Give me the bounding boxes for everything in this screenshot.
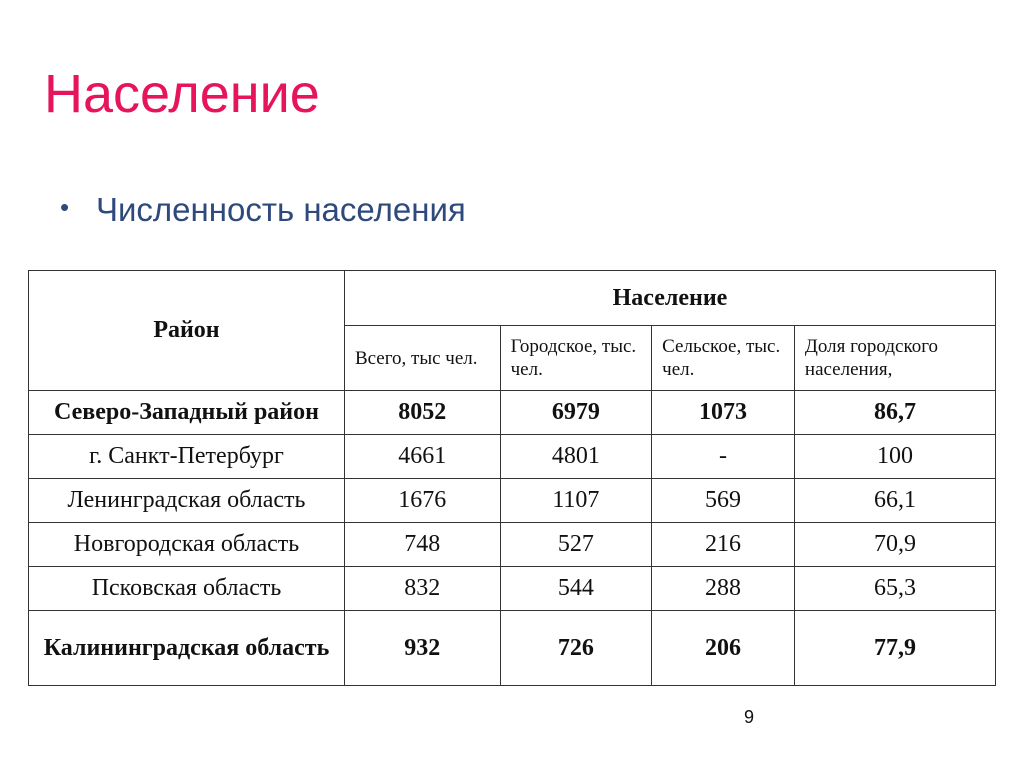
population-table xyxy=(28,270,996,686)
bullet-dot-icon: • xyxy=(60,192,70,222)
bullet-text: Численность населения xyxy=(96,191,466,228)
cell-urban-share: 100 xyxy=(794,435,995,479)
cell-urban: 527 xyxy=(500,523,652,567)
cell-region: Ленинградская область xyxy=(29,479,345,523)
cell-total: 832 xyxy=(344,567,500,611)
cell-rural: 216 xyxy=(652,523,795,567)
cell-region: Калининградская область xyxy=(29,611,345,686)
cell-urban: 544 xyxy=(500,567,652,611)
header-region: Район xyxy=(29,271,345,391)
slide-title: Население xyxy=(44,64,320,124)
cell-rural: 569 xyxy=(652,479,795,523)
cell-total: 4661 xyxy=(344,435,500,479)
cell-region: Новгородская область xyxy=(29,523,345,567)
cell-total: 932 xyxy=(344,611,500,686)
cell-total: 1676 xyxy=(344,479,500,523)
cell-urban-share: 66,1 xyxy=(794,479,995,523)
bullet-item xyxy=(60,190,466,230)
table-row xyxy=(29,523,996,567)
cell-region: Северо-Западный район xyxy=(29,391,345,435)
cell-urban: 4801 xyxy=(500,435,652,479)
table-header-row xyxy=(29,271,996,326)
cell-rural: 1073 xyxy=(652,391,795,435)
table-row xyxy=(29,479,996,523)
cell-urban: 726 xyxy=(500,611,652,686)
cell-total: 8052 xyxy=(344,391,500,435)
subheader-rural: Сельское, тыс. чел. xyxy=(652,326,795,391)
cell-region: Псковская область xyxy=(29,567,345,611)
cell-urban-share: 86,7 xyxy=(794,391,995,435)
header-population-group: Население xyxy=(344,271,995,326)
table-row xyxy=(29,567,996,611)
cell-urban-share: 65,3 xyxy=(794,567,995,611)
table-body xyxy=(29,391,996,686)
table-row xyxy=(29,391,996,435)
subheader-urban-share: Доля городского населения, xyxy=(794,326,995,391)
cell-urban-share: 70,9 xyxy=(794,523,995,567)
cell-urban: 6979 xyxy=(500,391,652,435)
cell-urban-share: 77,9 xyxy=(794,611,995,686)
cell-region: г. Санкт-Петербург xyxy=(29,435,345,479)
cell-rural: 206 xyxy=(652,611,795,686)
cell-rural: 288 xyxy=(652,567,795,611)
subheader-urban: Городское, тыс. чел. xyxy=(500,326,652,391)
table-row xyxy=(29,435,996,479)
cell-rural: - xyxy=(652,435,795,479)
cell-total: 748 xyxy=(344,523,500,567)
table-row xyxy=(29,611,996,686)
cell-urban: 1107 xyxy=(500,479,652,523)
subheader-total: Всего, тыс чел. xyxy=(344,326,500,391)
page-number: 9 xyxy=(744,707,755,727)
